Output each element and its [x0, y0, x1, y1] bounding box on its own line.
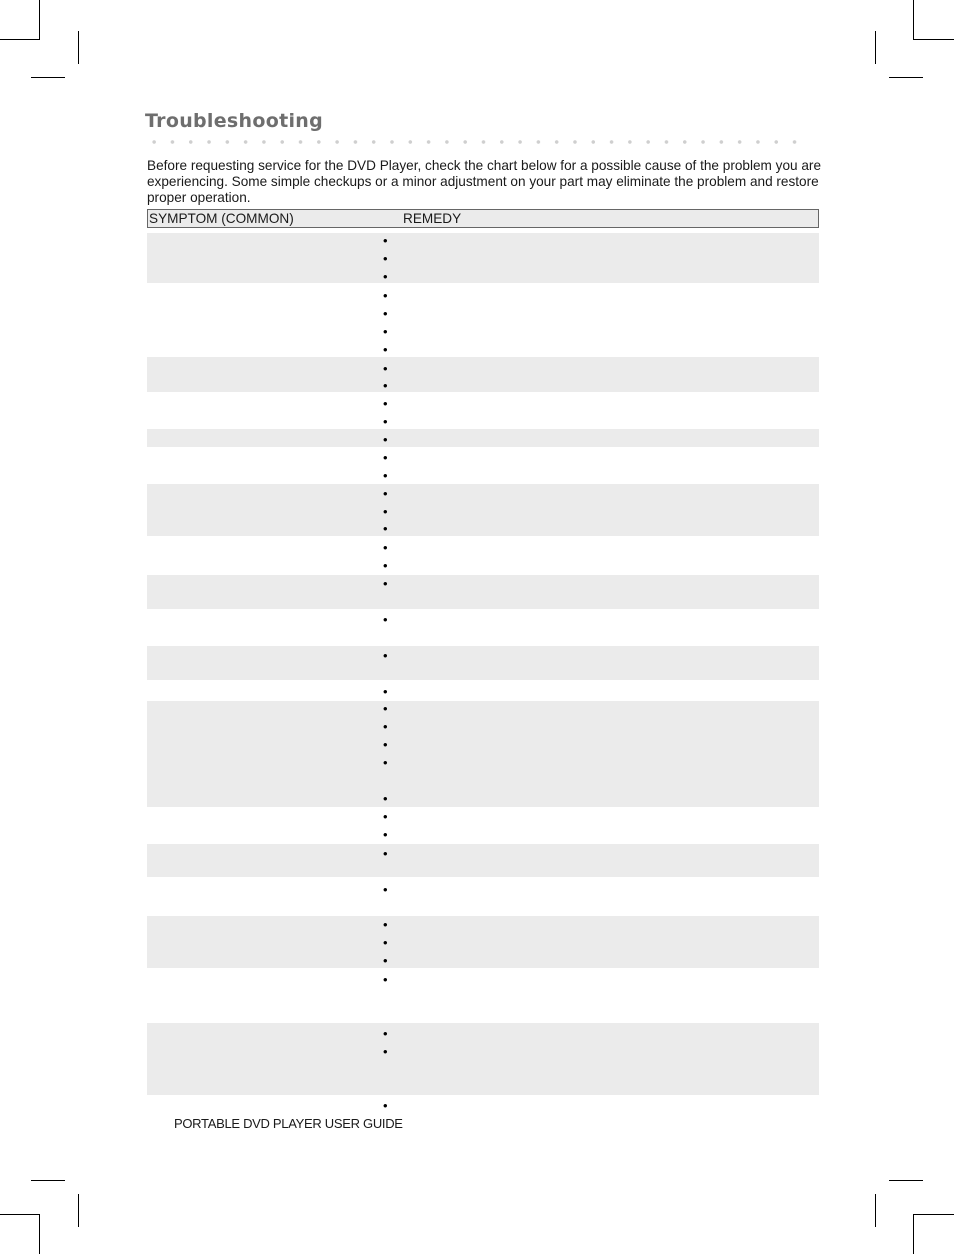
remedy-bullet: •	[383, 827, 388, 842]
remedy-bullet: •	[383, 882, 388, 897]
remedy-bullet: •	[383, 288, 388, 303]
remedy-bullet: •	[383, 846, 388, 861]
table-row	[147, 844, 819, 877]
crop-mark	[31, 77, 65, 78]
crop-mark	[913, 39, 954, 40]
crop-mark	[39, 0, 40, 40]
remedy-bullet: •	[383, 361, 388, 376]
crop-mark	[31, 1180, 65, 1181]
table-row	[147, 646, 819, 680]
remedy-bullet: •	[383, 306, 388, 321]
remedy-bullet: •	[383, 1026, 388, 1041]
crop-mark	[875, 1194, 876, 1227]
remedy-bullet: •	[383, 648, 388, 663]
remedy-bullet: •	[383, 612, 388, 627]
crop-mark	[913, 1214, 954, 1215]
remedy-bullet: •	[383, 737, 388, 752]
symptom-column-header: SYMPTOM (COMMON)	[149, 211, 294, 226]
crop-mark	[913, 0, 914, 40]
dotted-divider	[145, 139, 805, 145]
crop-mark	[39, 1214, 40, 1254]
crop-mark	[78, 31, 79, 64]
remedy-bullet: •	[383, 432, 388, 447]
table-row	[147, 429, 819, 447]
remedy-bullet: •	[383, 504, 388, 519]
remedy-bullet: •	[383, 342, 388, 357]
crop-mark	[913, 1214, 914, 1254]
remedy-bullet: •	[383, 719, 388, 734]
remedy-bullet: •	[383, 450, 388, 465]
table-header	[147, 209, 819, 228]
crop-mark	[0, 1214, 40, 1215]
remedy-bullet: •	[383, 521, 388, 536]
remedy-bullet: •	[383, 233, 388, 248]
remedy-bullet: •	[383, 953, 388, 968]
crop-mark	[889, 77, 923, 78]
remedy-bullet: •	[383, 972, 388, 987]
remedy-bullet: •	[383, 1044, 388, 1059]
remedy-bullet: •	[383, 935, 388, 950]
remedy-bullet: •	[383, 486, 388, 501]
remedy-bullet: •	[383, 809, 388, 824]
table-row	[147, 484, 819, 536]
table-row	[147, 233, 819, 283]
table-row	[147, 1023, 819, 1095]
remedy-bullet: •	[383, 378, 388, 393]
intro-paragraph: Before requesting service for the DVD Player, check the chart below for a possible cause of the problem you are experiencing. Some simple checkups or a minor adjustment on your part may eliminate the problem and restore proper operation.	[147, 158, 821, 205]
table-row	[147, 701, 819, 807]
remedy-bullet: •	[383, 576, 388, 591]
footer-text: PORTABLE DVD PLAYER USER GUIDE	[174, 1116, 403, 1131]
remedy-bullet: •	[383, 251, 388, 266]
remedy-bullet: •	[383, 468, 388, 483]
remedy-column-header: REMEDY	[403, 211, 462, 226]
remedy-bullet: •	[383, 791, 388, 806]
crop-mark	[889, 1180, 923, 1181]
table-row	[147, 916, 819, 968]
remedy-bullet: •	[383, 684, 388, 699]
remedy-bullet: •	[383, 324, 388, 339]
crop-mark	[0, 39, 40, 40]
crop-mark	[875, 31, 876, 64]
table-row	[147, 575, 819, 609]
remedy-bullet: •	[383, 917, 388, 932]
page-title: Troubleshooting	[145, 110, 323, 132]
table-row	[147, 357, 819, 392]
remedy-bullet: •	[383, 701, 388, 716]
remedy-bullet: •	[383, 269, 388, 284]
remedy-bullet: •	[383, 540, 388, 555]
crop-mark	[78, 1194, 79, 1227]
remedy-bullet: •	[383, 558, 388, 573]
remedy-bullet: •	[383, 414, 388, 429]
remedy-bullet: •	[383, 1098, 388, 1113]
remedy-bullet: •	[383, 396, 388, 411]
remedy-bullet: •	[383, 755, 388, 770]
